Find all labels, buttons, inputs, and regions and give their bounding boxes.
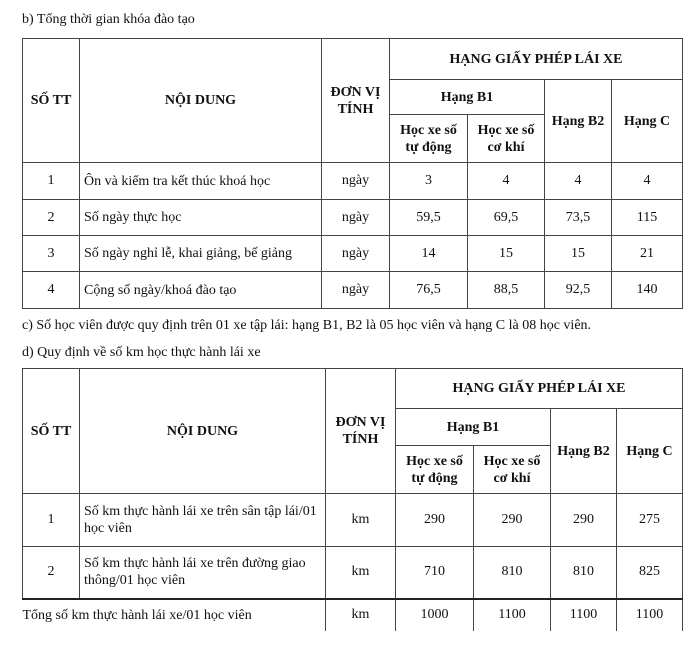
header-hang-gplx: HẠNG GIẤY PHÉP LÁI XE [396,369,683,409]
cell-b2: 73,5 [545,200,612,236]
cell-b1-ck: 69,5 [468,200,545,236]
header-hang-gplx: HẠNG GIẤY PHÉP LÁI XE [390,39,683,80]
section-d-heading: d) Quy định về số km học thực hành lái xe [22,345,261,360]
cell-stt: 1 [23,163,80,200]
training-duration-table [22,38,683,309]
cell-c: 275 [617,494,683,547]
cell-b1-td: 3 [390,163,468,200]
cell-c: 21 [612,236,683,272]
cell-stt: 3 [23,236,80,272]
cell-noi-dung: Số ngày thực học [80,200,322,236]
section-b-heading: b) Tổng thời gian khóa đào tạo [22,12,195,27]
cell-b2: 810 [551,547,617,599]
cell-total-c: 1100 [617,599,683,631]
cell-b2: 290 [551,494,617,547]
cell-noi-dung: Ôn và kiểm tra kết thúc khoá học [80,163,322,200]
cell-b1-ck: 88,5 [468,272,545,309]
header-b1-co-khi: Học xe số cơ khí [468,115,545,163]
header-don-vi: ĐƠN VỊ TÍNH [326,369,396,494]
cell-b1-td: 710 [396,547,474,599]
cell-stt: 2 [23,200,80,236]
cell-b1-td: 14 [390,236,468,272]
cell-b1-ck: 290 [474,494,551,547]
header-hang-b2: Hạng B2 [545,80,612,163]
section-c-text: c) Số học viên được quy định trên 01 xe tập lái: hạng B1, B2 là 05 học viên và hạng C là 08 học viên. [22,318,592,333]
header-hang-b1: Hạng B1 [396,409,551,446]
cell-stt: 4 [23,272,80,309]
header-hang-c: Hạng C [617,409,683,494]
cell-noi-dung: Số km thực hành lái xe trên sân tập lái/01 học viên [80,494,326,547]
cell-stt: 2 [23,547,80,599]
header-b1-tu-dong: Học xe số tự động [390,115,468,163]
cell-noi-dung: Cộng số ngày/khoá đào tạo [80,272,322,309]
cell-b1-td: 76,5 [390,272,468,309]
practice-km-table [22,368,683,631]
header-noi-dung: NỘI DUNG [80,39,322,163]
cell-c: 140 [612,272,683,309]
cell-b1-ck: 810 [474,547,551,599]
cell-stt: 1 [23,494,80,547]
cell-b2: 15 [545,236,612,272]
cell-b2: 92,5 [545,272,612,309]
header-stt: SỐ TT [23,369,80,494]
table-row [23,200,683,236]
header-noi-dung: NỘI DUNG [80,369,326,494]
cell-don-vi: ngày [322,200,390,236]
table-row [23,494,683,547]
header-b1-tu-dong: Học xe số tự động [396,446,474,494]
cell-total-b1-ck: 1100 [474,599,551,631]
table-row [23,236,683,272]
cell-total-b2: 1100 [551,599,617,631]
cell-b1-td: 290 [396,494,474,547]
cell-total-don-vi: km [326,599,396,631]
header-hang-b2: Hạng B2 [551,409,617,494]
cell-don-vi: ngày [322,163,390,200]
cell-b1-ck: 15 [468,236,545,272]
cell-total-noi-dung: Tổng số km thực hành lái xe/01 học viên [23,599,326,631]
cell-c: 825 [617,547,683,599]
header-hang-b1: Hạng B1 [390,80,545,115]
cell-c: 115 [612,200,683,236]
table-row [23,163,683,200]
header-stt: SỐ TT [23,39,80,163]
cell-total-b1-td: 1000 [396,599,474,631]
table-total-row [23,599,683,631]
cell-don-vi: km [326,494,396,547]
table-row [23,272,683,309]
header-don-vi: ĐƠN VỊ TÍNH [322,39,390,163]
cell-b2: 4 [545,163,612,200]
table-row [23,547,683,599]
cell-don-vi: km [326,547,396,599]
cell-noi-dung: Số km thực hành lái xe trên đường giao thông/01 học viên [80,547,326,599]
header-hang-c: Hạng C [612,80,683,163]
cell-b1-ck: 4 [468,163,545,200]
cell-b1-td: 59,5 [390,200,468,236]
cell-don-vi: ngày [322,272,390,309]
header-b1-co-khi: Học xe số cơ khí [474,446,551,494]
cell-noi-dung: Số ngày nghỉ lễ, khai giảng, bế giảng [80,236,322,272]
cell-c: 4 [612,163,683,200]
cell-don-vi: ngày [322,236,390,272]
